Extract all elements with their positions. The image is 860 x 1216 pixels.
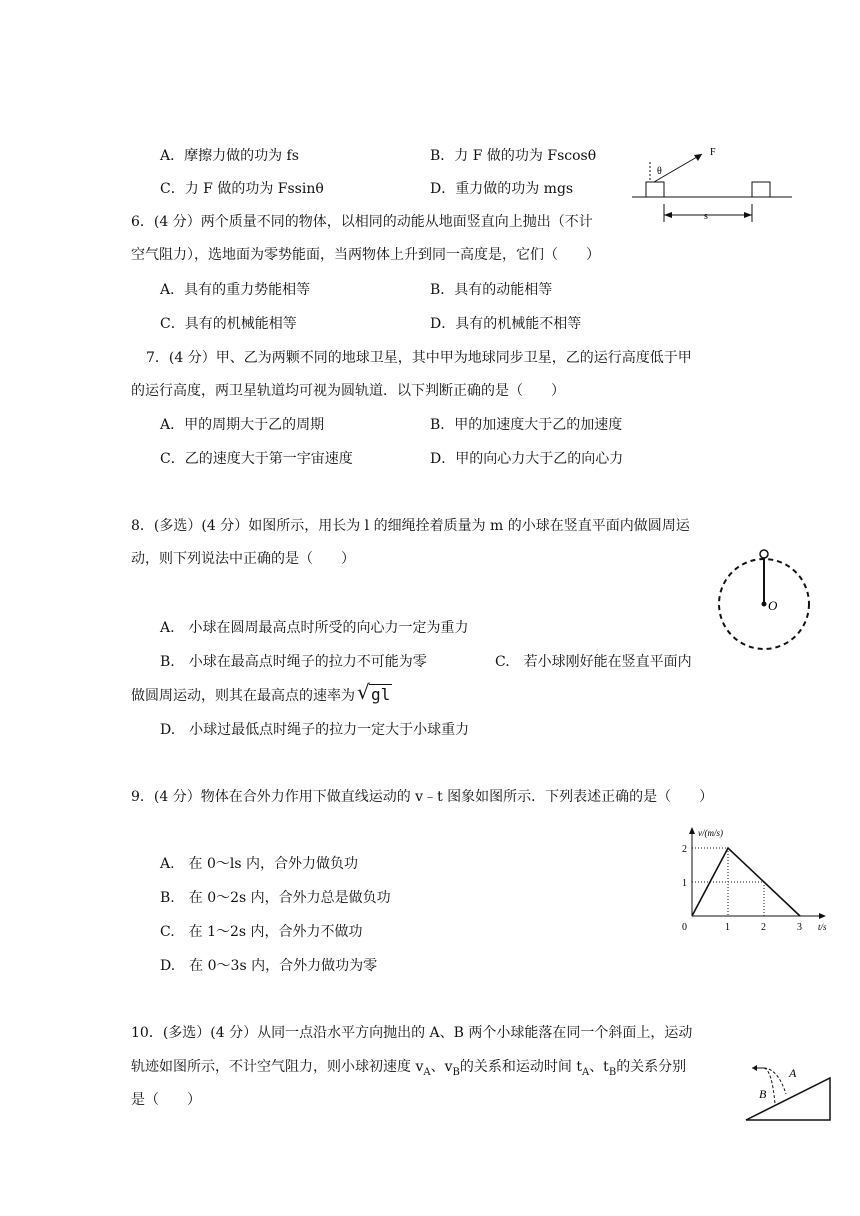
q9-option-d: D. 在 0～3s 内，合外力做功为零 [160,958,378,974]
q6-option-c: C．具有的机械能相等 [160,316,297,332]
q5-option-c: C．力 F 做的功为 Fssinθ [160,181,324,197]
q9-option-b: B. 在 0～2s 内，合外力总是做负功 [160,890,391,906]
y-tick-label: 1 [682,878,687,889]
x-axis-arrow [819,913,826,919]
q8-stem-line2: 动，则下列说法中正确的是（ ） [131,551,355,567]
x-tick-label: 3 [797,922,802,933]
q6-option-a: A．具有的重力势能相等 [160,282,311,298]
q7-option-a: A．甲的周期大于乙的周期 [160,417,325,433]
q8-option-b: B. 小球在最高点时绳子的拉力不可能为零 [160,654,427,670]
x-tick-label: 0 [682,922,687,933]
q7-option-d: D．甲的向心力大于乙的向心力 [430,451,624,467]
q5-fig-f-label: F [710,147,716,158]
q10-incline-figure [742,1058,834,1124]
q10-sub-a-1: A [423,1066,431,1078]
q10-fig-b-label: B [759,1087,767,1101]
sqrt-expression: √ gl [357,680,391,704]
q9-vt-chart [680,826,830,938]
q10-sep1: 、v [430,1059,453,1075]
q5-option-d: D．重力做的功为 mgs [430,181,574,197]
q6-option-b: B．具有的动能相等 [430,282,553,298]
q8-option-d: D. 小球过最低点时绳子的拉力一定大于小球重力 [160,722,470,738]
q8-option-a: A. 小球在圆周最高点时所受的向心力一定为重力 [160,620,469,636]
q7-option-c: C．乙的速度大于第一宇宙速度 [160,451,353,467]
x-tick-label: 2 [761,922,766,933]
q8-option-c: C. 若小球刚好能在竖直平面内 [495,654,692,670]
q8-stem-line1: 8．(多选）(4 分）如图所示，用长为 l 的细绳拴着质量为 m 的小球在竖直平面内做圆周运 [131,518,690,534]
q10-fig-a-label: A [789,1066,797,1080]
q6-stem-line1: 6．(4 分）两个质量不同的物体，以相同的动能从地面竖直向上抛出（不计 [131,214,593,230]
q10-sub-b-2: B [608,1066,617,1078]
q10-sep2: 、t [589,1059,609,1075]
y-axis-label: v/(m/s) [698,828,723,838]
q6-option-d: D．具有的机械能不相等 [430,316,582,332]
q7-stem-line2: 的运行高度，两卫星轨道均可视为圆轨道．以下判断正确的是（ ） [131,383,565,399]
q10-sub-b-1: B [452,1066,460,1078]
q5-option-b: B．力 F 做的功为 Fscosθ [430,148,597,164]
q5-fig-theta-label: θ [657,166,662,177]
q8-fig-o-label: O [768,598,778,613]
q10-line2-pre: 轨迹如图所示，不计空气阻力，则小球初速度 v [131,1059,424,1075]
q10-line2-post: 的关系分别 [616,1059,687,1075]
q5-option-a: A．摩擦力做的功为 fs [160,148,299,164]
q10-stem-line3: 是（ ） [131,1092,201,1108]
q8-option-c-continued [131,680,392,706]
q6-stem-line2: 空气阻力），选地面为零势能面，当两物体上升到同一高度是，它们（ ） [131,247,600,263]
x-tick-label: 1 [725,922,730,933]
q10-line2-mid: 的关系和运动时间 t [459,1059,582,1075]
q9-option-c: C. 在 1～2s 内，合外力不做功 [160,924,363,940]
sqrt-radicand: gl [371,685,391,704]
q8-circle-figure [712,547,816,651]
q10-stem-line2 [131,1057,686,1083]
q9-stem-line1: 9．(4 分）物体在合外力作用下做直线运动的 v﹣t 图象如图所示．下列表述正确的是（ ） [131,789,714,805]
q7-option-b: B．甲的加速度大于乙的加速度 [430,417,623,433]
y-tick-label: 2 [682,844,687,855]
q10-sub-a-2: A [581,1066,590,1078]
y-axis-arrow [689,827,695,834]
q5-force-figure [632,142,794,228]
x-axis-label: t/s [818,922,827,932]
q7-stem-line1: 7．(4 分）甲、乙为两颗不同的地球卫星，其中甲为地球同步卫星，乙的运行高度低于甲 [146,350,692,366]
q5-fig-s-label: s [704,211,708,222]
q8-option-c-text: 做圆周运动，则其在最高点的速率为 [131,688,355,704]
q9-option-a: A. 在 0～ls 内，合外力做负功 [160,856,359,872]
q10-stem-line1: 10．(多选）(4 分）从同一点沿水平方向抛出的 A、B 两个小球能落在同一个斜面上，运动 [131,1025,693,1041]
